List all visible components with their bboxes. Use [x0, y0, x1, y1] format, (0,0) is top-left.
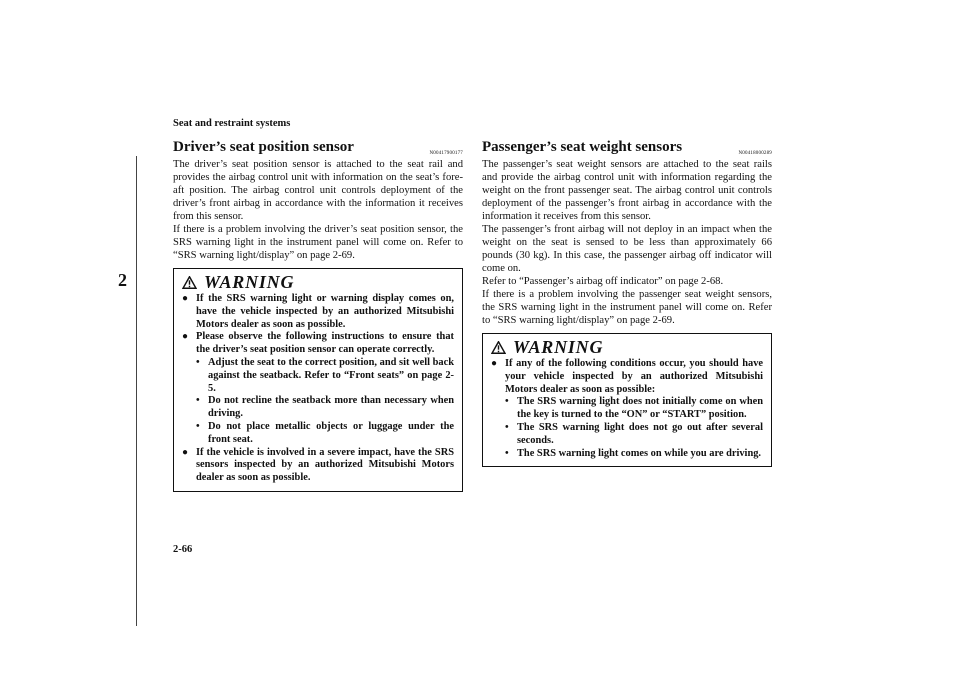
body-paragraph: Refer to “Passenger’s airbag off indicator” on page 2-68. [482, 276, 724, 287]
warning-title: WARNING [204, 271, 295, 292]
warning-subitem [505, 422, 763, 448]
warning-triangle-icon [491, 341, 506, 354]
warning-subitem [505, 448, 763, 461]
warning-subitem-text: The SRS warning light does not initially come on when the key is turned to the “ON” or “START” position. [517, 396, 763, 421]
bullet-icon: ● [182, 331, 189, 343]
warning-box [173, 268, 463, 492]
bullet-icon: ● [182, 293, 189, 304]
warning-subitem-text: Do not recline the seatback more than necessary when driving. [208, 395, 454, 420]
warning-item [182, 447, 454, 485]
warning-subitem-text: The SRS warning light does not go out after several seconds. [517, 421, 763, 446]
warning-item-text: If any of the following conditions occur, you should have your vehicle inspected by an authorized Mitsubishi Motors dealer as soon as possible: [505, 358, 763, 395]
warning-subitem-text: Do not place metallic objects or luggage under the front seat. [208, 420, 454, 445]
section-body [173, 158, 463, 262]
warning-subitem [196, 421, 454, 447]
left-column [173, 138, 463, 492]
warning-subitem [196, 357, 454, 395]
warning-item-text: If the vehicle is involved in a severe impact, have the SRS sensors inspected by an authorized Mitsubishi Motors dealer as soon as possible. [196, 446, 454, 484]
body-paragraph: The driver’s seat position sensor is attached to the seat rail and provides the airbag control unit with information on the seat’s fore-aft position. The airbag control unit controls deployment of the driver’s front airbag in accordance with the information it receives from this sensor. [173, 159, 463, 222]
chapter-number: 2 [118, 270, 127, 290]
document-code: N00417900177 [429, 151, 463, 156]
warning-triangle-icon [182, 276, 197, 289]
warning-item [182, 331, 454, 446]
warning-subitem-text: Adjust the seat to the correct position, and sit well back against the seatback. Refer to “Front seats” on page 2-5. [208, 356, 454, 394]
section-body [482, 158, 772, 327]
warning-item-text: Please observe the following instructions to ensure that the driver’s seat position sensor can operate correctly. [196, 331, 454, 356]
warning-item-text: If the SRS warning light or warning display comes on, have the vehicle inspected by an authorized Mitsubishi Motors dealer as soon as possible. [196, 293, 454, 330]
body-paragraph: The passenger’s front airbag will not deploy in an impact when the weight on the seat is sensed to be less than approximately 66 pounds (30 kg). In this case, the passenger airbag off indicator will come on. [482, 224, 772, 274]
section-title: Passenger’s seat weight sensors [482, 139, 683, 155]
sub-bullet-icon: • [196, 420, 200, 432]
body-paragraph: The passenger’s seat weight sensors are attached to the seat rails and provide the airbag control unit with information regarding the weight on the front passenger seat. The airbag control unit controls deployment of the passenger’s front airbag in accordance with the information it receives from this sensor. [482, 159, 772, 222]
document-code: N00418000289 [738, 151, 772, 156]
warning-header [491, 336, 763, 358]
bullet-icon: ● [491, 358, 498, 369]
sub-bullet-icon: • [196, 356, 200, 368]
sub-bullet-icon: • [505, 396, 509, 408]
section-title: Driver’s seat position sensor [173, 139, 354, 155]
page-number: 2-66 [173, 544, 193, 555]
chapter-tab-rule [118, 156, 137, 626]
right-column [482, 138, 772, 467]
body-paragraph: If there is a problem involving the driver’s seat position sensor, the SRS warning light in the instrument panel will come on. Refer to “SRS warning light/display” on page 2-69. [173, 224, 463, 261]
warning-title: WARNING [513, 336, 604, 357]
warning-subitem [505, 396, 763, 422]
warning-subitem [196, 395, 454, 421]
body-paragraph: If there is a problem involving the passenger seat weight sensors, the SRS warning light in the instrument panel will come on. Refer to “SRS warning light/display” on page 2-69. [482, 289, 772, 326]
sub-bullet-icon: • [196, 395, 200, 407]
bullet-icon: ● [182, 446, 189, 458]
warning-item [491, 358, 763, 460]
warning-subitem-text: The SRS warning light comes on while you are driving. [517, 447, 762, 459]
running-header: Seat and restraint systems [173, 118, 291, 129]
sub-bullet-icon: • [505, 421, 509, 433]
warning-item [182, 293, 454, 331]
warning-box [482, 333, 772, 467]
sub-bullet-icon: • [505, 447, 509, 459]
warning-header [182, 271, 454, 293]
